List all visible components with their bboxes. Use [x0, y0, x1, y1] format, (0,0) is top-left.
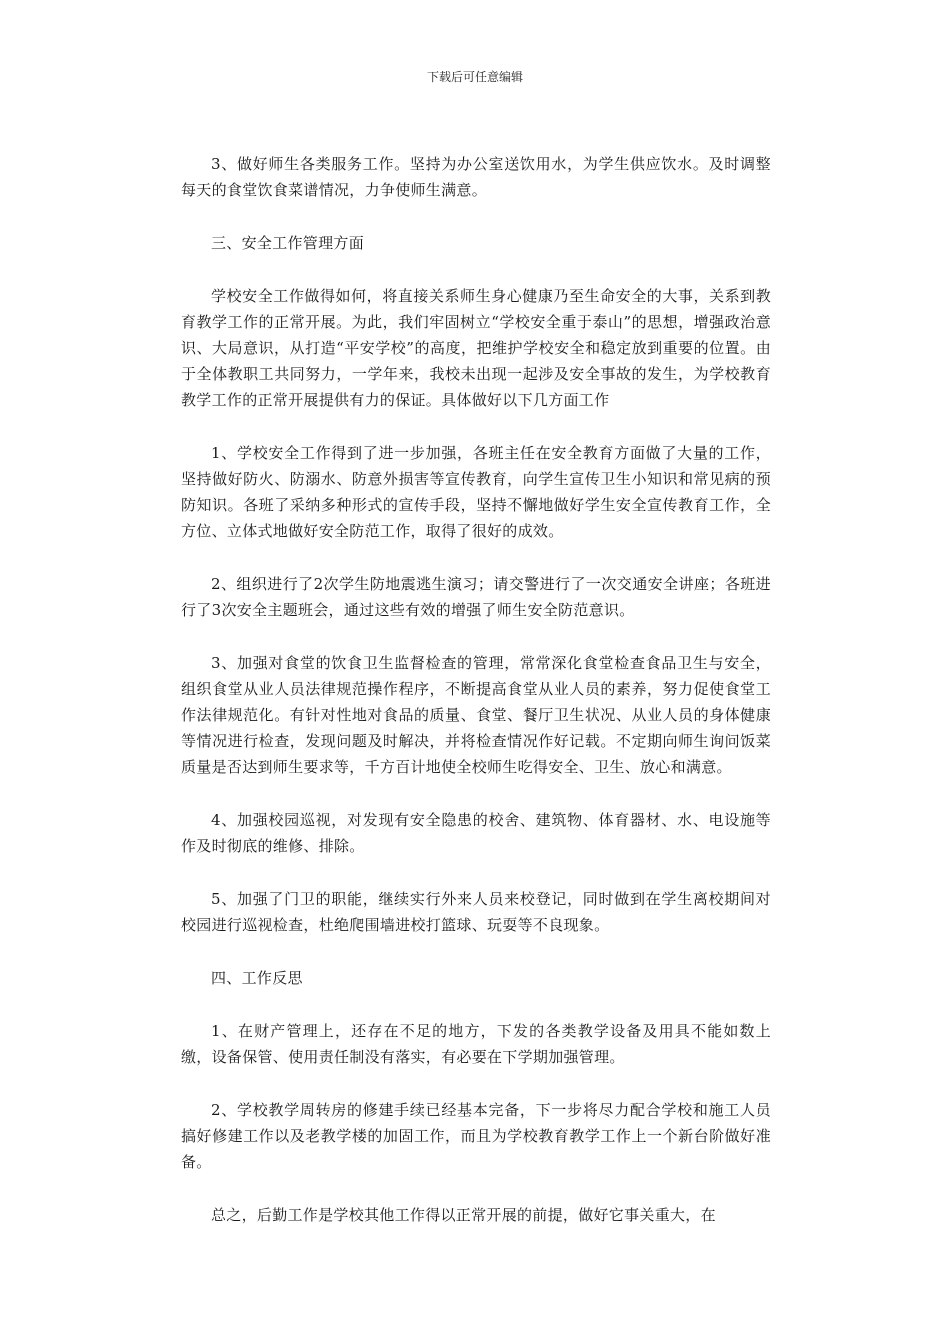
paragraph-safety-item-5: 5、加强了门卫的职能，继续实行外来人员来校登记，同时做到在学生离校期间对校园进行巡视检查，杜绝爬围墙进校打篮球、玩耍等不良现象。: [181, 890, 771, 934]
paragraph-reflection-item-2: 2、学校教学周转房的修建手续已经基本完备，下一步将尽力配合学校和施工人员搞好修建工作以及老教学楼的加固工作，而且为学校教育教学工作上一个新台阶做好准备。: [181, 1101, 771, 1171]
paragraph-safety-item-3: 3、加强对食堂的饮食卫生监督检查的管理，常常深化食堂检查食品卫生与安全，组织食堂从业人员法律规范操作程序，不断提高食堂从业人员的素养，努力促使食堂工作法律规范化。有针对性地对食品的质量、食堂、餐厅卫生状况、从业人员的身体健康等情况进行检查，发现问题及时解决，并将检查情况作好记载。不定期向师生询问饭菜质量是否达到师生要求等，千方百计地使全校师生吃得安全、卫生、放心和满意。: [181, 654, 771, 776]
paragraph-safety-intro: 学校安全工作做得如何，将直接关系师生身心健康乃至生命安全的大事，关系到教育教学工作的正常开展。为此，我们牢固树立“学校安全重于泰山”的思想，增强政治意识、大局意识，从打造“平安学校”的高度，把维护学校安全和稳定放到重要的位置。由于全体教职工共同努力，一学年来，我校未出现一起涉及安全事故的发生，为学校教育教学工作的正常开展提供有力的保证。具体做好以下几方面工作: [181, 287, 771, 409]
paragraph-reflection-item-1: 1、在财产管理上，还存在不足的地方，下发的各类教学设备及用具不能如数上缴，设备保管、使用责任制没有落实，有必要在下学期加强管理。: [181, 1022, 771, 1066]
section-heading-reflection: 四、工作反思: [211, 969, 303, 987]
paragraph-safety-item-2: 2、组织进行了2次学生防地震逃生演习；请交警进行了一次交通安全讲座；各班进行了3次安全主题班会，通过这些有效的增强了师生安全防范意识。: [181, 575, 771, 619]
paragraph-safety-item-4: 4、加强校园巡视，对发现有安全隐患的校舍、建筑物、体育器材、水、电设施等作及时彻底的维修、排除。: [181, 811, 771, 855]
section-heading-safety: 三、安全工作管理方面: [211, 234, 365, 252]
paragraph-safety-item-1: 1、学校安全工作得到了进一步加强，各班主任在安全教育方面做了大量的工作，坚持做好防火、防溺水、防意外损害等宣传教育，向学生宣传卫生小知识和常见病的预防知识。各班了采纳多种形式的宣传手段，坚持不懈地做好学生安全宣传教育工作，全方位、立体式地做好安全防范工作，取得了很好的成效。: [181, 444, 771, 540]
document-body: [181, 151, 771, 1255]
paragraph-service-work: 3、做好师生各类服务工作。坚持为办公室送饮用水，为学生供应饮水。及时调整每天的食堂饮食菜谱情况，力争使师生满意。: [181, 155, 771, 199]
paragraph-conclusion: 总之，后勤工作是学校其他工作得以正常开展的前提，做好它事关重大，在: [211, 1206, 716, 1224]
page-header: 下载后可任意编辑: [426, 70, 523, 84]
